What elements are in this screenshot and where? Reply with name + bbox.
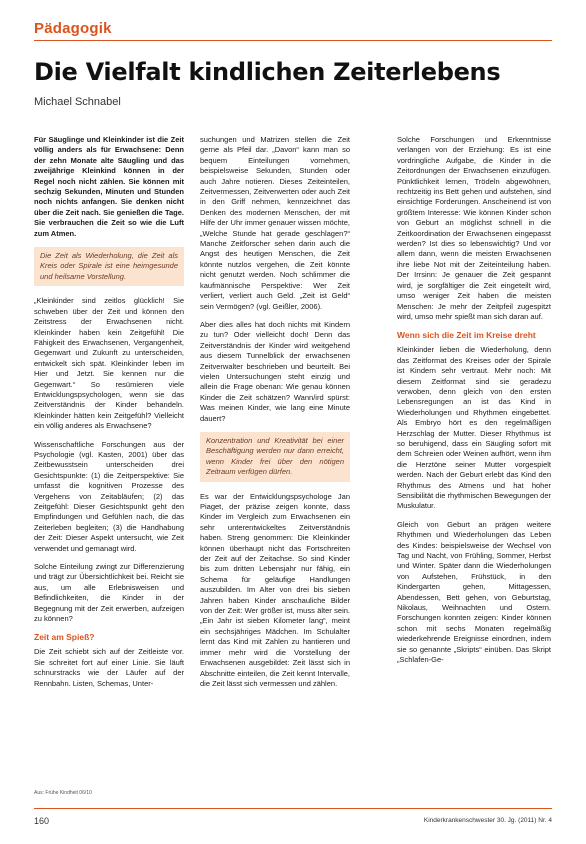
column-3 (397, 135, 551, 674)
pull-quote-2: Konzentration und Kreativität bei einer Beschäftigung werden nur dann erreicht, wenn Kinder frei über den nötigen Zeitraum verfügen dürfen. (200, 432, 350, 482)
paragraph: „Kleinkinder sind zeitlos glücklich! Sie schweben über der Zeit und können den Zeitstress der Erwachsenen nicht. Kleinkinder haben kein Zeitgefühl! Die Fähigkeit des Erwachsenen, Vergangenheit, Gegenwart und Zukunft zu unterscheiden, entwickelt sich spät. Kleinkinder leben im Hier und Jetzt. Sie kennen nur die Gegenwart.“ So resümieren viele Entwicklungspsychologen, wenn sie das Zeitverständnis der Kinder behandeln. Kleinkinder hätten kein Zeitgefühl? Vielleicht ein völlig anderes als Erwachsene? (34, 296, 184, 431)
top-divider (34, 40, 552, 41)
bottom-divider (34, 808, 552, 809)
article-title: Die Vielfalt kindlichen Zeiterlebens (34, 58, 501, 86)
lead-paragraph: Für Säuglinge und Kleinkinder ist die Zeit völlig anders als für Erwachsene: Denn der zehn Monate alte Säugling und das zweijährige Kleinkind können in der Regel noch nicht zählen. Sie können mit sechzig Sekunden, Minuten und Stunden noch nichts anfangen. Sie denken nicht über die Zeit nach. Sie genießen die Tage. Sie verbrauchen die Zeit so wie die Luft zum Atmen. (34, 135, 184, 238)
subheading-zeit-am-spiess: Zeit am Spieß? (34, 632, 95, 643)
pull-quote-1: Die Zeit als Wiederholung, die Zeit als Kreis oder Spirale ist eine heimgesunde und heilsame Vorstellung. (34, 247, 184, 286)
paragraph: suchungen und Matrizen stellen die Zeit gerne als Pfeil dar. „Davon“ kann man so bequem Einteilungen vornehmen, beispielsweise Sekunden, Stunden oder auch Jahre notieren. Dieses Zeiteinteilen, Zeitvermessen, Zeitverwerten oder auch Zeit in den Griff nehmen, kennzeichnet das Denken des modernen Menschen, der mit Hilfe der Uhr immer genauer wissen möchte, „Welche Stunde hat gerade geschlagen?“ Manche Zeitforscher sehen darin auch die Angst des heutigen Menschen, die Zeit könnte nutzlos vergehen, die Zeit könnte nicht genutzt werden. Noch schlimmer die kaufmännische Perspektive: Wer Zeit verliert, verliert auch Geld. „Zeit ist Geld“ sein Vermögen? (vgl. Geißler, 2006). (200, 135, 350, 311)
source-caption: Aus: Frühe Kindheit 06/10 (34, 790, 92, 796)
paragraph: Gleich von Geburt an prägen weitere Rhythmen und Wiederholungen das Leben des Kindes: beispielsweise der Wechsel von Tag und Nacht, von Frühling, Sommer, Herbst und Winter. Später dann die Wiederholungen von Aufstehen, Frühstück, in den Kindergarten gehen, Mittagessen, Abendessen, Bett gehen, von Geburtstag, Nikolaus, Weihnachten und Ostern. Forschungen konnten zeigen: Kinder können schon mit sechs Monaten regelmäßig wiederkehrende Ereignisse einordnen, indem sie so genannte „Skripts“ einüben. Das Skript „Schlafen-Ge- (397, 519, 551, 665)
paragraph: Kleinkinder lieben die Wiederholung, denn das Zeitformat des Kreises oder der Spirale ist Kindern sehr vertraut. Mehr noch: Mit diesem Zeitformat sind sie geradezu verwoben, denn gleich von den ersten Lebensregungen an ist das Kind in Wiederholungen und Rhythmen eingebettet. Als Embryo hört es den regelmäßigen Herzschlag der Mutter. Dieser Rhythmus ist so beruhigend, dass ein Säugling sofort mit dem Schreien oder Weinen aufhört, wenn ihm die Herztöne seiner Mutter vorgespielt werden. Nach der Geburt erlebt das Kind den Rhythmus des Atmens und hat hoher Sensibilität die rhythmischen Bewegungen der Muskulatur. (397, 345, 551, 511)
section-label: Pädagogik (34, 20, 112, 37)
paragraph: Solche Forschungen und Erkenntnisse verlangen von der Erziehung: Es ist eine vordringliche Aufgabe, die Kinder in die Zeitordnungen der Erwachsenen einzufügen. Pünktlichkeit lernen, Trödeln abgewöhnen, rechtzeitig ins Bett gehen und aufstehen, sind einsichtige Forderungen. Anscheinend ist von größtem Interesse: Wie können Kinder schon von Geburt an möglichst schnell in die Zeitkoordination der Erwachsenen eingepasst werden? Ist dies so lebenswichtig? Und vor allem dann, wenn die meisten Erwachsenen ihre liebe Not mit der Zeiteinteilung haben. Der Irrsinn: Je genauer die Zeit gespannt wird, je sorgfältiger die Zeit eingeteilt wird, umso weniger Zeit haben die meisten Menschen: Je mehr der Zeitpfeil zugespitzt wird, umso mehr spießt man sich daran auf. (397, 135, 551, 321)
paragraph: Die Zeit schiebt sich auf der Zeitleiste vor. Sie schreitet fort auf einer Linie. Sie läuft schnurstracks wie der Läufer auf der Rennbahn. Listen, Schemas, Unter- (34, 647, 184, 688)
subheading-kreise: Wenn sich die Zeit im Kreise dreht (397, 330, 536, 341)
paragraph: Wissenschaftliche Forschungen aus der Psychologie (vgl. Kasten, 2001) über das Zeitbewusstsein unterscheiden drei Gesichtspunkte: (1) die Zeitperspektive: Sie umfasst die kognitiven Prozesse des Vergehens von Zeitabläufen; (2) das Zeitgefühl: Dieser Gesichtspunkt geht den Empfindungen und Gefühlen nach, die das Zeiterleben begleiten; (3) die Handhabung der Zeit: Dieser Aspekt untersucht, wie Zeit verwendet und gemanagt wird. (34, 439, 184, 553)
column-2 (200, 135, 350, 697)
paragraph: Es war der Entwicklungspsychologe Jan Piaget, der präzise zeigen konnte, dass Kinder im Vergleich zum Erwachsenen ein sehr unterentwickeltes Zeitverständnis haben. Streng genommen: Die Kleinkinder können überhaupt nicht das Fortschreiten der Zeit auf der Zeitachse. So sind Kinder bis zum dritten Lebensjahr nur fähig, ein Schema für geläufige Handlungen auszubilden. Im Alter von drei bis sieben Jahren haben Kinder anschauliche Bilder von der Zeit: Wer größer ist, muss älter sein. „Ein Jahr ist sieben Kilometer lang“, meint ein sechsjähriges Mädchen. Im Schulalter lernt das Kind mit Zahlen zu hantieren und immer mehr wird die Vorstellung der Erwachsenen ausgebildet: Zeit lässt sich in Abschnitte einteilen, die Zeit kennt Intervalle, die Zeit lässt sich vermessen und zählen. (200, 491, 350, 688)
journal-reference: Kinderkrankenschwester 30. Jg. (2011) Nr. 4 (423, 817, 552, 824)
column-1 (34, 135, 184, 697)
paragraph: Aber dies alles hat doch nichts mit Kindern zu tun? Oder vielleicht doch! Denn das Zeitverständnis der Kinder wird weitgehend aus diesem Tunnelblick der erwachsenen Zeitverwalter beschrieben und beurteilt. Bei vielen Untersuchungen steht einzig und allein die Frage obenan: Wie genau können Kinder die Zeit schätzen? Wann/ird spürst: Was meinen Kinder, wie lang eine Minute dauert? (200, 319, 350, 423)
page-number: 160 (34, 816, 50, 826)
paragraph: Solche Einteilung zwingt zur Differenzierung und trägt zur Übersichtlichkeit bei. Reicht sie aus, um alle Erlebnisweisen und Befindlichkeiten, die Kinder in der Begegnung mit der Zeit erwerben, aufzeigen zu können? (34, 562, 184, 624)
author-name: Michael Schnabel (34, 96, 121, 108)
